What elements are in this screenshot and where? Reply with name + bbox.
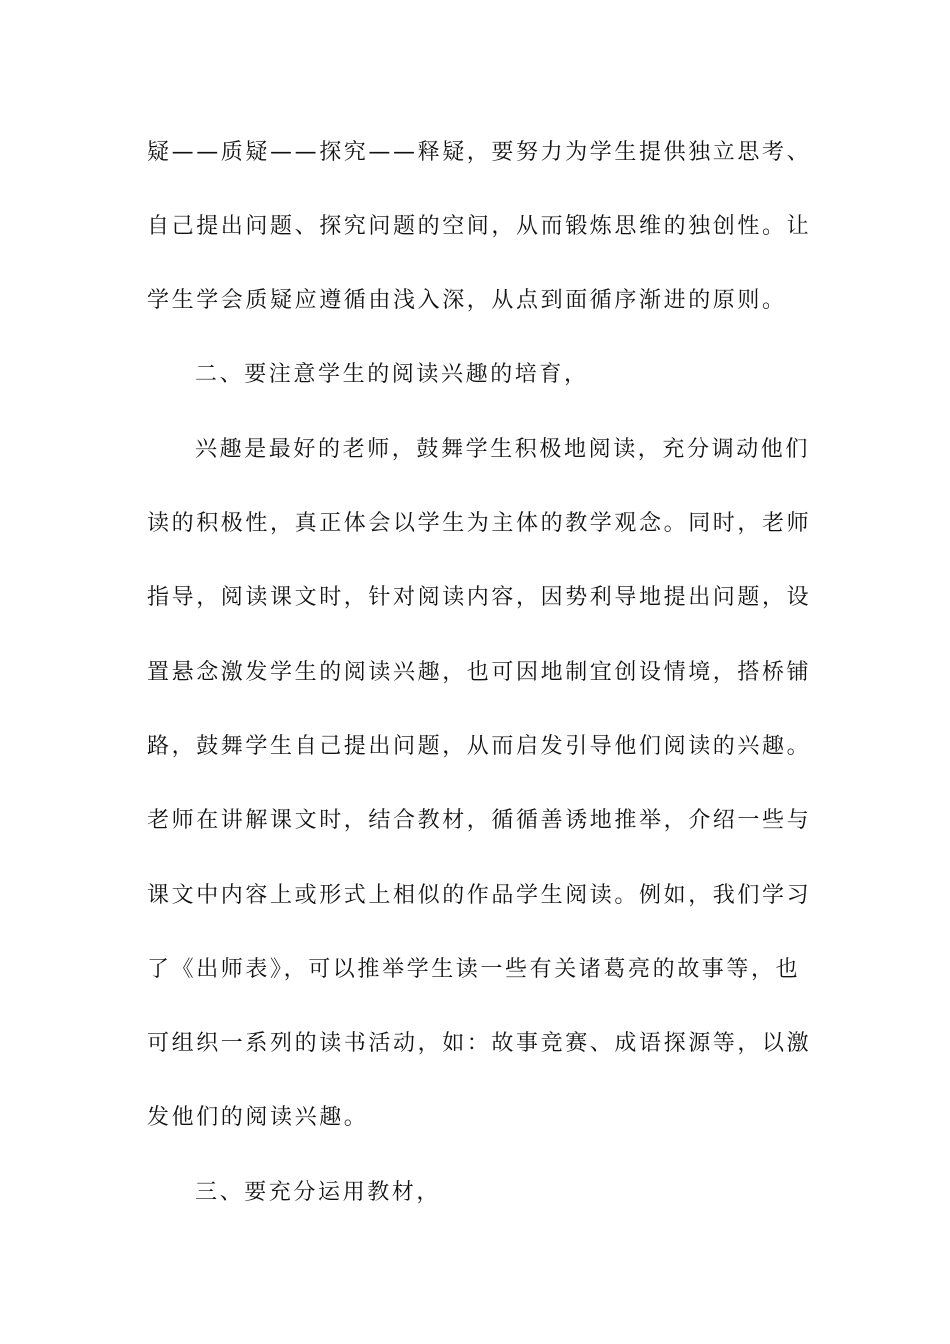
section-heading: 二、要注意学生的阅读兴趣的培育， <box>195 362 589 387</box>
paragraph-line: 老师在讲解课文时，结合教材，循循善诱地推举，介绍一些与 <box>147 808 812 833</box>
paragraph-line: 发他们的阅读兴趣。 <box>147 1105 369 1130</box>
paragraph-line: 可组织一系列的读书活动，如：故事竞赛、成语探源等，以激 <box>147 1031 812 1056</box>
paragraph-line: 兴趣是最好的老师，鼓舞学生积极地阅读，充分调动他们 <box>195 437 811 462</box>
paragraph-line: 指导，阅读课文时，针对阅读内容，因势利导地提出问题，设 <box>147 585 812 610</box>
paragraph-line: 学生学会质疑应遵循由浅入深，从点到面循序渐进的原则。 <box>147 288 787 313</box>
paragraph-line: 路，鼓舞学生自己提出问题，从而启发引导他们阅读的兴趣。 <box>147 734 812 759</box>
paragraph-line: 自己提出问题、探究问题的空间，从而锻炼思维的独创性。让 <box>147 214 812 239</box>
paragraph-line: 课文中内容上或形式上相似的作品学生阅读。例如，我们学习 <box>147 883 812 908</box>
section-heading: 三、要充分运用教材， <box>195 1180 442 1205</box>
paragraph-line: 置悬念激发学生的阅读兴趣，也可因地制宜创设情境，搭桥铺 <box>147 660 812 685</box>
paragraph-line: 了《出师表》，可以推举学生读一些有关诸葛亮的故事等，也 <box>147 957 801 982</box>
paragraph-line: 疑——质疑——探究——释疑，要努力为学生提供独立思考、 <box>147 140 812 165</box>
paragraph-line: 读的积极性，真正体会以学生为主体的教学观念。同时，老师 <box>147 511 812 536</box>
